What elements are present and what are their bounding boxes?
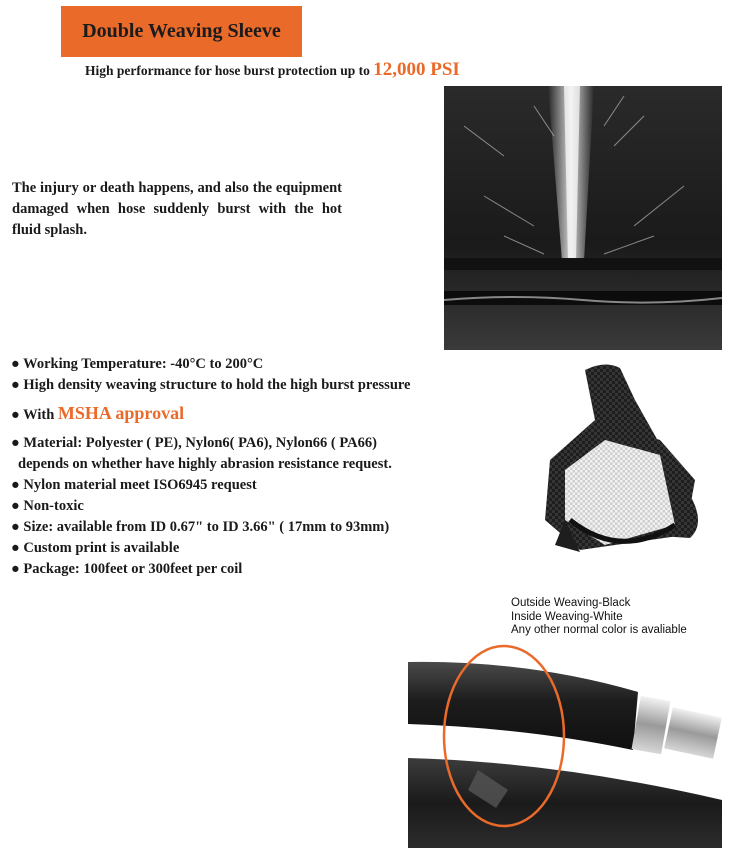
subtitle-prefix: High performance for hose burst protection up to [85,63,374,78]
msha-approval-highlight: MSHA approval [57,403,185,423]
feature-package: ● Package: 100feet or 300feet per coil [11,561,243,577]
feature-nylon-iso: ● Nylon material meet ISO6945 request [11,477,257,493]
caption-colors: Any other normal color is avaliable [511,624,687,636]
caption-inside: Inside Weaving-White [511,610,623,623]
feature-working-temperature: ● Working Temperature: -40°C to 200°C [11,356,264,372]
hose-with-sleeve-photo-icon [408,640,722,848]
feature-high-density: ● High density weaving structure to hold the high burst pressure [11,377,411,393]
feature-non-toxic: ● Non-toxic [11,498,84,514]
feature-msha [11,403,436,426]
caption-outside: Outside Weaving-Black [511,597,631,609]
sleeve-sample-photo-icon [510,360,722,596]
intro-paragraph: The injury or death happens, and also the equipment damaged when hose suddenly burst with the hot fluid splash. [12,180,342,238]
feature-msha-prefix: ● With [11,407,58,423]
feature-custom-print: ● Custom print is available [11,540,180,556]
feature-list [11,354,436,580]
feature-size: ● Size: available from ID 0.67" to ID 3.66" ( 17mm to 93mm) [11,519,390,535]
page-title-banner [61,6,302,57]
sleeve-caption [511,597,687,638]
psi-highlight: 12,000 PSI [373,59,460,80]
burst-hose-photo-icon [444,86,722,350]
subtitle [85,59,460,81]
feature-material-detail: depends on whether have highly abrasion resistance request. [18,456,392,472]
page-title: Double Weaving Sleeve [82,20,281,42]
feature-material: ● Material: Polyester ( PE), Nylon6( PA6), Nylon66 ( PA66) [11,435,377,451]
